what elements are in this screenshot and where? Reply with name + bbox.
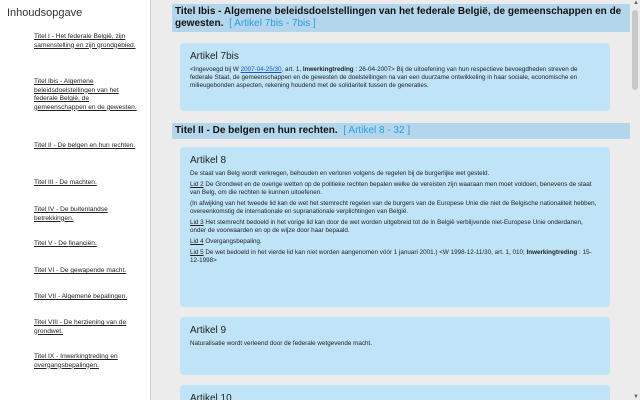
lid-label[interactable]: Lid 3 [190,219,204,226]
toc-item-titel-8[interactable]: Titel VIII - De herziening van de grondwet. [34,319,127,335]
toc-title: Inhoudsopgave [7,7,83,19]
article-card-8 [180,147,610,307]
toc-item-titel-7[interactable]: Titel VII - Algemene bepalingen. [34,293,128,300]
section-header-titel-2 [172,123,630,139]
law-content [172,0,630,400]
article-text: Naturalisatie wordt verleend door de federale wetgevende macht. [190,340,373,347]
scrollbar-thumb[interactable] [632,10,638,90]
law-reference-link[interactable]: 2007-04-25/30 [240,66,282,73]
main-scrollbar[interactable] [630,0,640,400]
sidebar-gutter [151,0,171,400]
toc-item-titel-3[interactable]: Titel III - De machten. [34,179,97,186]
lid-label[interactable]: Lid 2 [190,181,204,188]
section-header-titel-1bis [172,4,630,32]
toc-item-titel-2[interactable]: Titel II - De belgen en hun rechten. [34,142,136,149]
article-paragraph-lid-5: Lid 5 De wet bedoeld in het vierde lid kan niet worden aangenomen vóór 1 januari 2001.) <W 1998-12-11/30, art. 1, 010; Inwerkingtreding : 15-12-1998> [190,249,592,264]
section-title: Titel Ibis - Algemene beleidsdoelstellingen van het federale België, de gemeenschappen en de gewesten. [175,6,622,29]
toc-item-titel-5[interactable]: Titel V - De financiën. [34,240,97,247]
article-card-7bis [180,43,610,111]
article-text: <Ingevoegd bij W 2007-04-25/30, art. 1, Inwerkingtreding : 26-04-2007> Bij de uitoefening van hun respectieve bevoegdheden streven de federale Staat, de gemeenschappen en de gewesten de doelstellingen na van een duurzame ontwikkeling in haar sociale, economische en milieugebonden aspecten, rekening houdend met de solidariteit tussen de generaties. [190,66,578,89]
article-title: Artikel 10 [190,393,232,400]
article-paragraph: (In afwijking van het tweede lid kan de wet het stemrecht regelen van de burgers van de Europese Unie die niet de Belgische nationaliteit hebben, overeenkomstig de internationale en supranationale verplichtingen van België. [190,200,597,215]
article-text: De staat van Belg wordt verkregen, behouden en verloren volgens de regelen bij de burgerlijke wet gesteld. [190,170,490,177]
section-title: Titel II - De belgen en hun rechten. [175,125,338,136]
article-title: Artikel 7bis [190,51,239,62]
toc-item-titel-1[interactable]: Titel I - Het federale België, zijn samenstelling en zijn grondgebied. [34,33,136,49]
article-card-10 [180,385,610,400]
lid-label[interactable]: Lid 5 [190,249,204,256]
toc-item-titel-6[interactable]: Titel VI - De gewapende macht. [34,267,127,274]
article-paragraph-lid-3: Lid 3 Het stemrecht bedoeld in het vorige lid kan door de wet worden uitgebreid tot de in België verblijvende niet-Europese Unie onderdanen, onder de voorwaarden en op de wijze door haar bepaald. [190,219,583,234]
toc-item-titel-9[interactable]: Titel IX - Inwerkingtreding en overgangsbepalingen. [34,353,118,369]
table-of-contents-panel [0,0,151,400]
article-paragraph-lid-2: Lid 2 De Grondwet en de overige wetten op de politieke rechten bepalen welke de vereisten zijn waaraan men moet voldoen, benevens de staat van Belg, om die rechten te kunnen uitoefenen. [190,181,592,196]
article-title: Artikel 9 [190,325,227,336]
section-range-link[interactable]: [ Artikel 8 - 32 ] [343,125,411,136]
toc-item-titel-1bis[interactable]: Titel Ibis - Algemene beleidsdoelstellingen van het federale België, de gemeenschappen en de gewesten. [34,78,137,111]
lid-label[interactable]: Lid 4 [190,238,204,245]
section-range-link[interactable]: [ Artikel 7bis - 7bis ] [229,18,316,29]
scroll-up-arrow-icon[interactable]: ▲ [633,0,639,6]
article-paragraph-lid-4: Lid 4 Overgangsbepaling. [190,238,262,245]
scroll-down-arrow-icon[interactable]: ▼ [633,394,639,400]
article-title: Artikel 8 [190,155,227,166]
toc-item-titel-4[interactable]: Titel IV - De buitenlandse betrekkingen. [34,206,108,222]
article-card-9 [180,317,610,375]
